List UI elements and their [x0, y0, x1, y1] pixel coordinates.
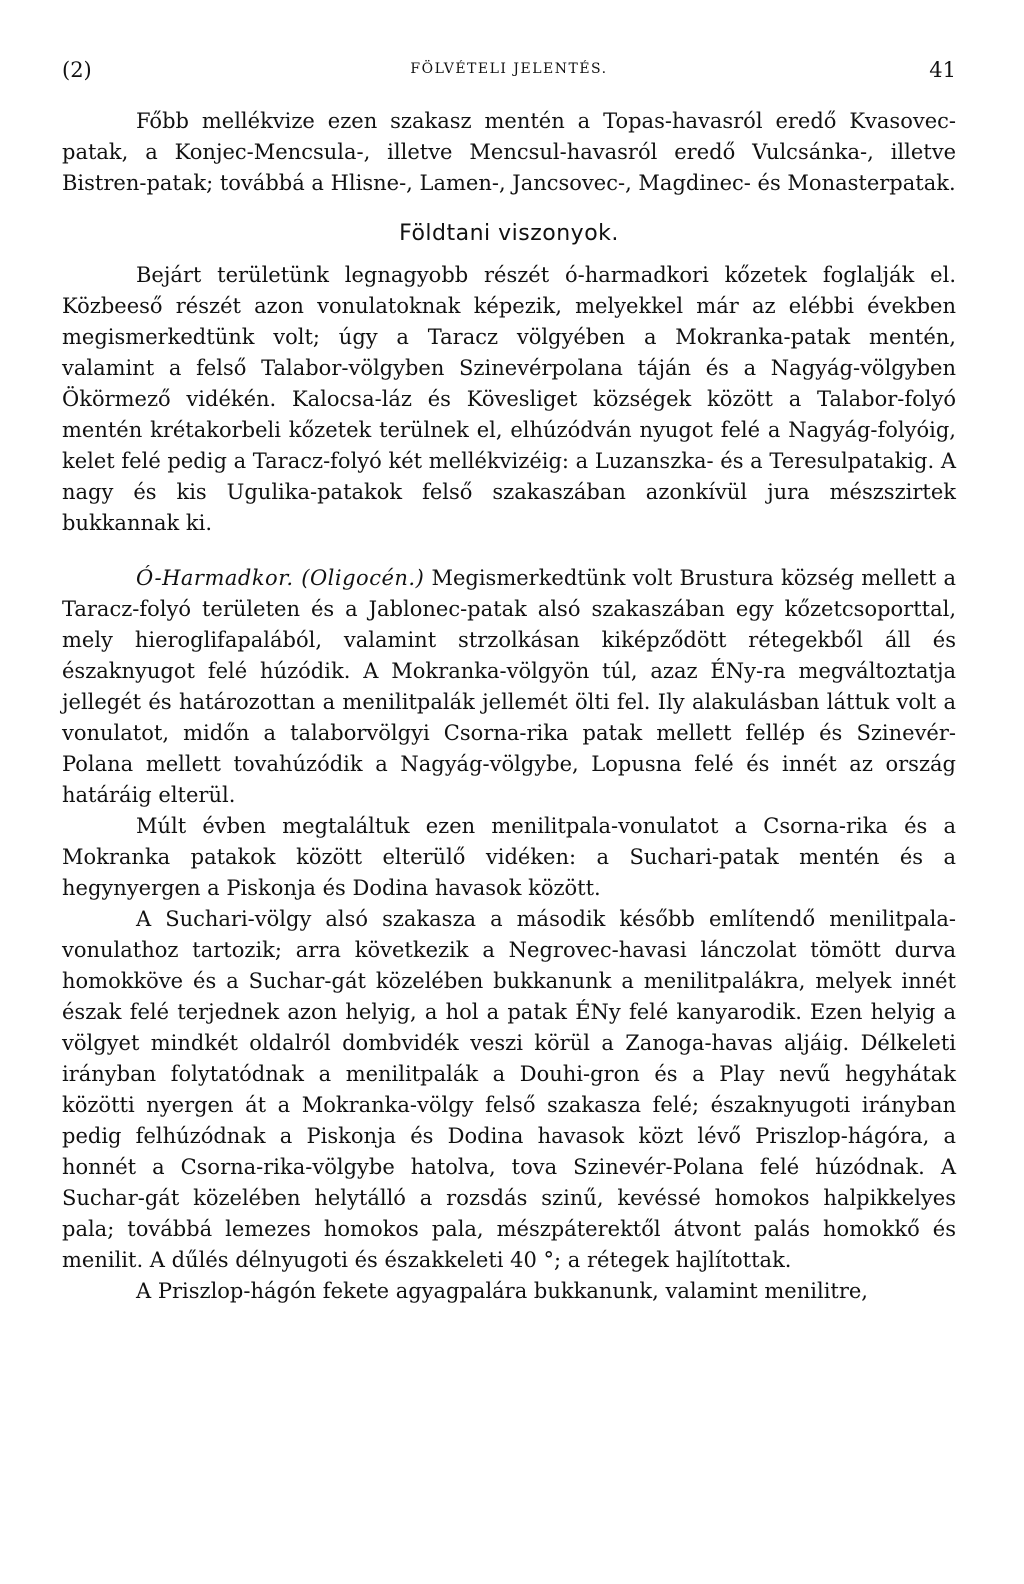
document-page: [62, 58, 956, 1307]
spacer: [62, 539, 956, 563]
oligocene-paragraph-1-text: Megismerkedtünk volt Brustura község mellett a Taracz-folyó területen és a Jablonec-patak alsó szakaszában egy kőzetcsoporttal, mely hieroglifapalából, valamint strzolkásan kiképződött rétegekből áll és északnyugot felé húzódik. A Mokranka-völgyön túl, azaz ÉNy-ra megváltoztatja jellegét és határozottan a menilitpalák jellemét ölti fel. Ily alakulásban láttuk volt a vonulatot, midőn a talaborvölgyi Csorna-rika patak mellett fellép és Szinevér-Polana mellett tovahúzódik a Nagyág-völgybe, Lopusna felé és innét az ország határáig elterül.: [62, 566, 956, 807]
oligocene-paragraph-3: A Suchari-völgy alsó szakasza a második később említendő menilitpala-vonulathoz tartozik; arra következik a Negrovec-havasi lánczolat tömött durva homokköve és a Suchar-gát közelében bukkanunk a menilitpalákra, melyek innét észak felé terjednek azon helyig, a hol a patak ÉNy felé kanyarodik. Ezen helyig a völgyet mindkét oldalról dombvidék veszi körül a Zanoga-havas aljáig. Délkeleti irányban folytatódnak a menilitpalák a Douhi-gron és a Play nevű hegyhátak közötti nyergen át a Mokranka-völgy felső szakasza felé; északnyugoti irányban pedig felhúzódnak a Piskonja és Dodina havasok közt lévő Priszlop-hágóra, a honnét a Csorna-rika-völgybe hatolva, tova Szinevér-Polana felé húzódnak. A Suchar-gát közelében helytálló a rozsdás szinű, kevéssé homokos halpikkelyes pala; továbbá lemezes homokos pala, mészpáterektől átvont palás homokkő és menilit. A dűlés délnyugoti és északkeleti 40 °; a rétegek hajlítottak.: [62, 907, 956, 1272]
running-title: FÖLVÉTELI JELENTÉS.: [410, 61, 608, 77]
oligocene-paragraph-4: A Priszlop-hágón fekete agyagpalára bukkanunk, valamint menilitre,: [136, 1279, 868, 1303]
page-number: 41: [929, 58, 956, 82]
oligocene-paragraph-2: Múlt évben megtaláltuk ezen menilitpala-vonulatot a Csorna-rika és a Mokranka patakok között elterülő vidéken: a Suchari-patak mentén és a hegynyergen a Piskonja és Dodina havasok között.: [62, 814, 956, 900]
intro-paragraph: Főbb mellékvize ezen szakasz mentén a Topas-havasról eredő Kvasovec-patak, a Konjec-Mencsula-, illetve Mencsul-havasról eredő Vulcsánka-, illetve Bistren-patak; továbbá a Hlisne-, Lamen-, Jancsovec-, Magdinec- és Monasterpatak.: [62, 109, 956, 195]
oligocene-paragraph-1: [62, 563, 956, 811]
section-title: Földtani viszonyok.: [399, 221, 619, 246]
oligocene-subhead: Ó-Harmadkor. (Oligocén.): [136, 566, 425, 590]
geology-paragraph: Bejárt területünk legnagyobb részét ó-harmadkori kőzetek foglalják el. Közbeeső részét azon vonulatoknak képezik, melyekkel már az elébbi években megismerkedtünk volt; úgy a Taracz völgyében a Mokranka-patak mentén, valamint a felső Talabor-völgyben Szinevérpolana táján és a Nagyág-völgyben Ökörmező vidékén. Kalocsa-láz és Kövesliget községek között a Talabor-folyó mentén krétakorbeli kőzetek terülnek el, elhúzódván nyugot felé a Nagyág-folyóig, kelet felé pedig a Taracz-folyó két mellékvizéig: a Luzanszka- és a Teresulpatakig. A nagy és kis Ugulika-patakok felső szakaszában azonkívül jura mészszirtek bukkannak ki.: [62, 263, 956, 535]
running-header: [62, 58, 956, 88]
page-marker: (2): [62, 58, 92, 82]
